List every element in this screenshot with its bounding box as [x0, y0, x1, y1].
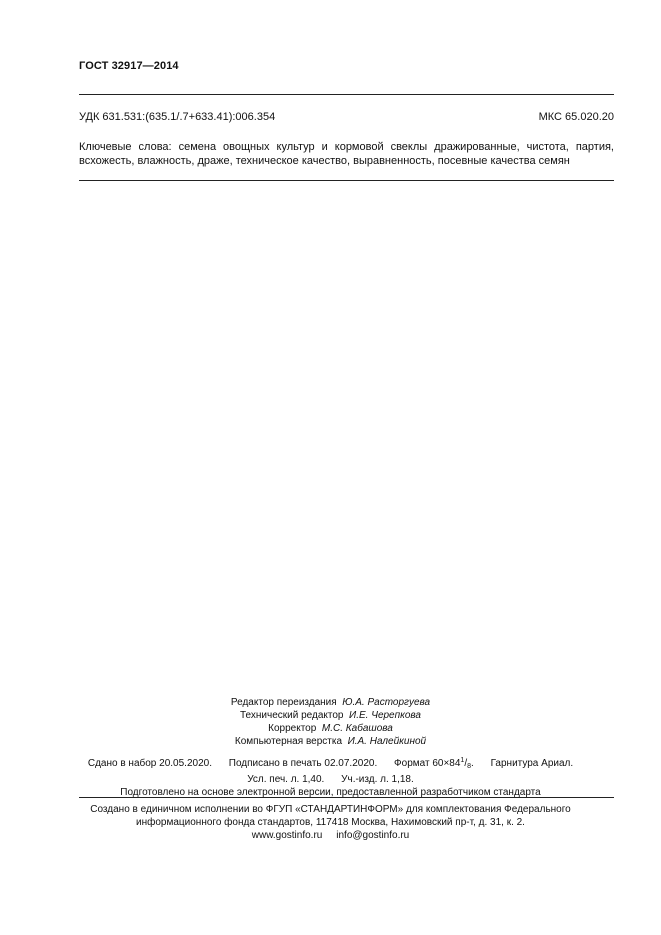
credit-proofreader	[0, 722, 661, 735]
email-link[interactable]: info@gostinfo.ru	[336, 830, 410, 841]
credit-tech-editor	[0, 709, 661, 722]
credit-name: Ю.А. Расторгуева	[342, 697, 431, 708]
top-divider	[79, 94, 614, 95]
credit-name: И.А. Налейкиной	[347, 736, 427, 747]
paper-format: Формат $60\times 84^1/_8$.	[394, 757, 474, 770]
footer-contacts	[0, 829, 661, 842]
credit-label: Редактор переиздания	[230, 697, 337, 708]
credit-label: Корректор	[268, 723, 317, 734]
prepared-note: Подготовлено на основе электронной версии, предоставленной разработчиком стандарта	[120, 787, 541, 798]
print-info-line-1	[0, 754, 661, 773]
print-info-block	[0, 754, 661, 799]
footer-line-2: информационного фонда стандартов, 117418 Москва, Нахимовский пр-т, д. 31, к. 2.	[136, 817, 525, 828]
footer-divider	[79, 797, 614, 798]
credit-editor	[0, 696, 661, 709]
publisher-footer	[0, 803, 661, 842]
credit-name: И.Е. Черепкова	[349, 710, 421, 721]
udk-code: УДК 631.531:(635.1/.7+633.41):006.354	[79, 111, 276, 123]
credit-label: Технический редактор	[240, 710, 344, 721]
publish-sheets: Уч.-изд. л. 1,18.	[341, 774, 414, 785]
keywords-paragraph: Ключевые слова: семена овощных культур и кормовой свеклы дражированные, чистота, партия, всхожесть, влажность, драже, техническое качество, выравненность, посевные качества семян	[79, 141, 614, 167]
credits-block	[0, 696, 661, 748]
standard-code: ГОСТ 32917—2014	[79, 60, 179, 72]
footer-line-1: Создано в единичном исполнении во ФГУП «СТАНДАРТИНФОРМ» для комплектования Федерального	[90, 804, 571, 815]
signed-date: Подписано в печать 02.07.2020.	[228, 758, 378, 769]
typeface: Гарнитура Ариал.	[490, 758, 574, 769]
credit-name: М.С. Кабашова	[321, 723, 393, 734]
print-info-line-2	[0, 773, 661, 786]
mks-code: МКС 65.020.20	[538, 111, 614, 123]
keywords-divider	[79, 180, 614, 181]
credit-layout	[0, 735, 661, 748]
print-sheets: Усл. печ. л. 1,40.	[247, 774, 325, 785]
submitted-date: Сдано в набор 20.05.2020.	[87, 758, 212, 769]
website-link[interactable]: www.gostinfo.ru	[251, 830, 323, 841]
credit-label: Компьютерная верстка	[234, 736, 343, 747]
